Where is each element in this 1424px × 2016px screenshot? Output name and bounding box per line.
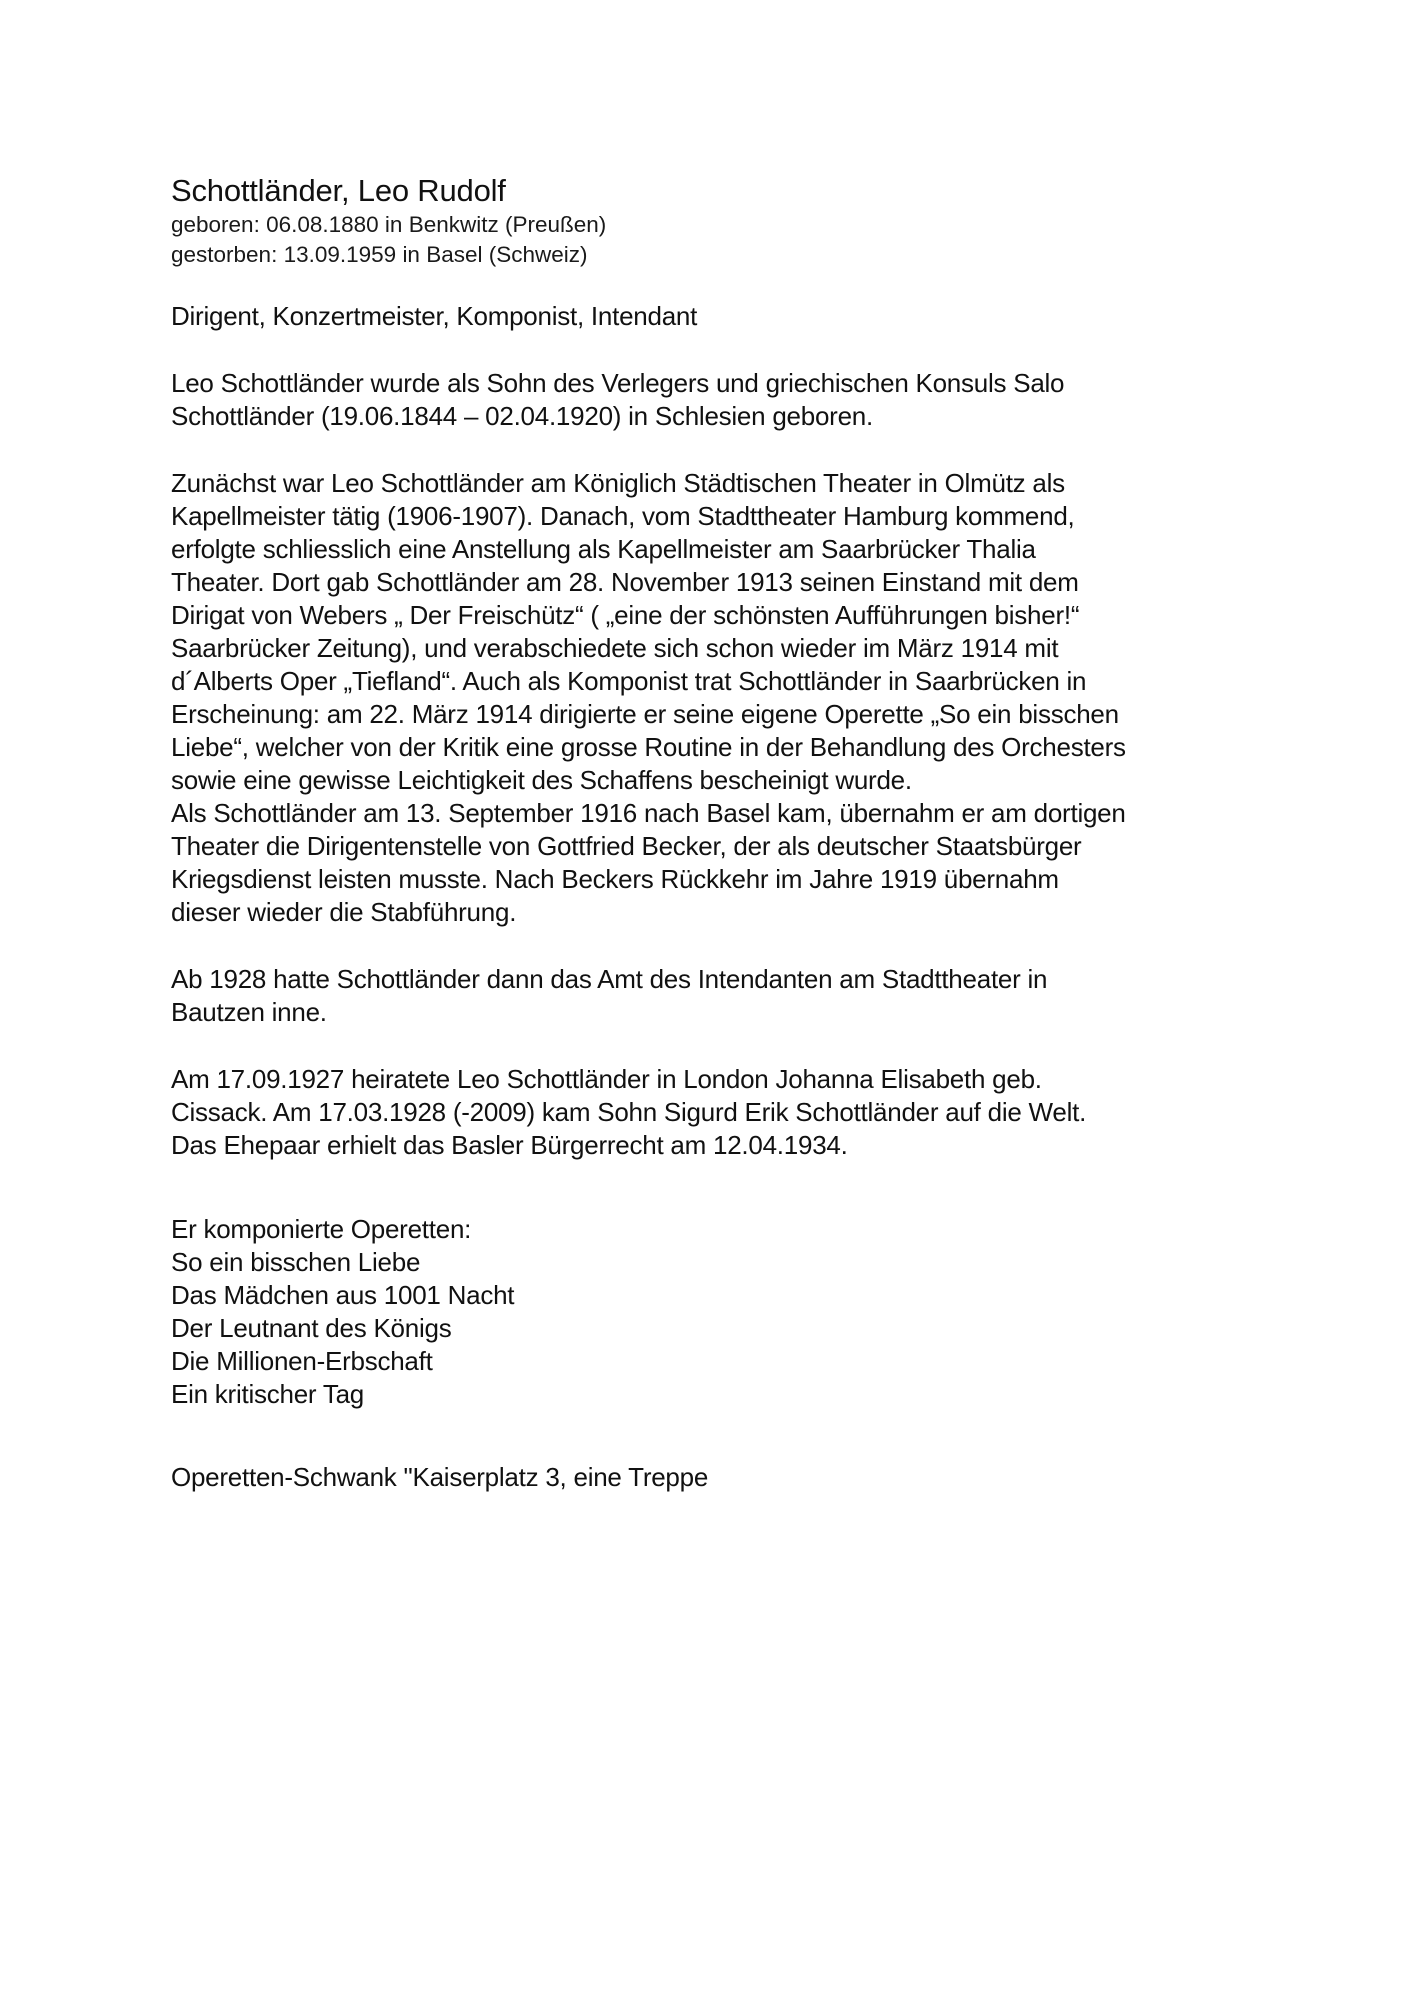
paragraph-career-line: erfolgte schliesslich eine Anstellung als Kapellmeister am Saarbrücker Thalia — [171, 534, 1036, 564]
roles-line: Dirigent, Konzertmeister, Komponist, Intendant — [171, 301, 698, 331]
paragraph-marriage-line: Am 17.09.1927 heiratete Leo Schottländer in London Johanna Elisabeth geb. — [171, 1064, 1042, 1094]
paragraph-intendant-line: Bautzen inne. — [171, 997, 327, 1027]
paragraph-career-line: sowie eine gewisse Leichtigkeit des Schaffens bescheinigt wurde. — [171, 765, 912, 795]
paragraph-career-line: Erscheinung: am 22. März 1914 dirigierte er seine eigene Operette „So ein bisschen — [171, 699, 1119, 729]
works-item: Der Leutnant des Königs — [171, 1313, 452, 1343]
paragraph-marriage-line: Das Ehepaar erhielt das Basler Bürgerrecht am 12.04.1934. — [171, 1130, 848, 1160]
paragraph-career-line: Kriegsdienst leisten musste. Nach Beckers Rückkehr im Jahre 1919 übernahm — [171, 864, 1059, 894]
birth-info: geboren: 06.08.1880 in Benkwitz (Preußen) — [171, 212, 607, 237]
death-info: gestorben: 13.09.1959 in Basel (Schweiz) — [171, 242, 588, 267]
paragraph-intendant-line: Ab 1928 hatte Schottländer dann das Amt des Intendanten am Stadttheater in — [171, 964, 1048, 994]
paragraph-career-line: Liebe“, welcher von der Kritik eine grosse Routine in der Behandlung des Orchesters — [171, 732, 1126, 762]
works-heading: Er komponierte Operetten: — [171, 1214, 472, 1244]
paragraph-career-line: d´Alberts Oper „Tiefland“. Auch als Komponist trat Schottländer in Saarbrücken in — [171, 666, 1087, 696]
paragraph-career-line: Saarbrücker Zeitung), und verabschiedete sich schon wieder im März 1914 mit — [171, 633, 1059, 663]
paragraph-marriage-line: Cissack. Am 17.03.1928 (-2009) kam Sohn Sigurd Erik Schottländer auf die Welt. — [171, 1097, 1087, 1127]
paragraph-family-line: Schottländer (19.06.1844 – 02.04.1920) in Schlesien geboren. — [171, 401, 873, 431]
paragraph-career-line: Theater die Dirigentenstelle von Gottfried Becker, der als deutscher Staatsbürger — [171, 831, 1082, 861]
works-item: Das Mädchen aus 1001 Nacht — [171, 1280, 515, 1310]
page-title: Schottländer, Leo Rudolf — [171, 173, 506, 208]
paragraph-career-line: dieser wieder die Stabführung. — [171, 897, 517, 927]
works-extra: Operetten-Schwank "Kaiserplatz 3, eine Treppe — [171, 1462, 709, 1492]
paragraph-career-line: Kapellmeister tätig (1906-1907). Danach, vom Stadttheater Hamburg kommend, — [171, 501, 1075, 531]
paragraph-career-line: Dirigat von Webers „ Der Freischütz“ ( „eine der schönsten Aufführungen bisher!“ — [171, 600, 1080, 630]
paragraph-family-line: Leo Schottländer wurde als Sohn des Verlegers und griechischen Konsuls Salo — [171, 368, 1065, 398]
works-item: Die Millionen-Erbschaft — [171, 1346, 433, 1376]
paragraph-career-line: Als Schottländer am 13. September 1916 nach Basel kam, übernahm er am dortigen — [171, 798, 1126, 828]
works-item: Ein kritischer Tag — [171, 1379, 364, 1409]
paragraph-career-line: Zunächst war Leo Schottländer am Königlich Städtischen Theater in Olmütz als — [171, 468, 1065, 498]
paragraph-career-line: Theater. Dort gab Schottländer am 28. November 1913 seinen Einstand mit dem — [171, 567, 1079, 597]
works-item: So ein bisschen Liebe — [171, 1247, 421, 1277]
